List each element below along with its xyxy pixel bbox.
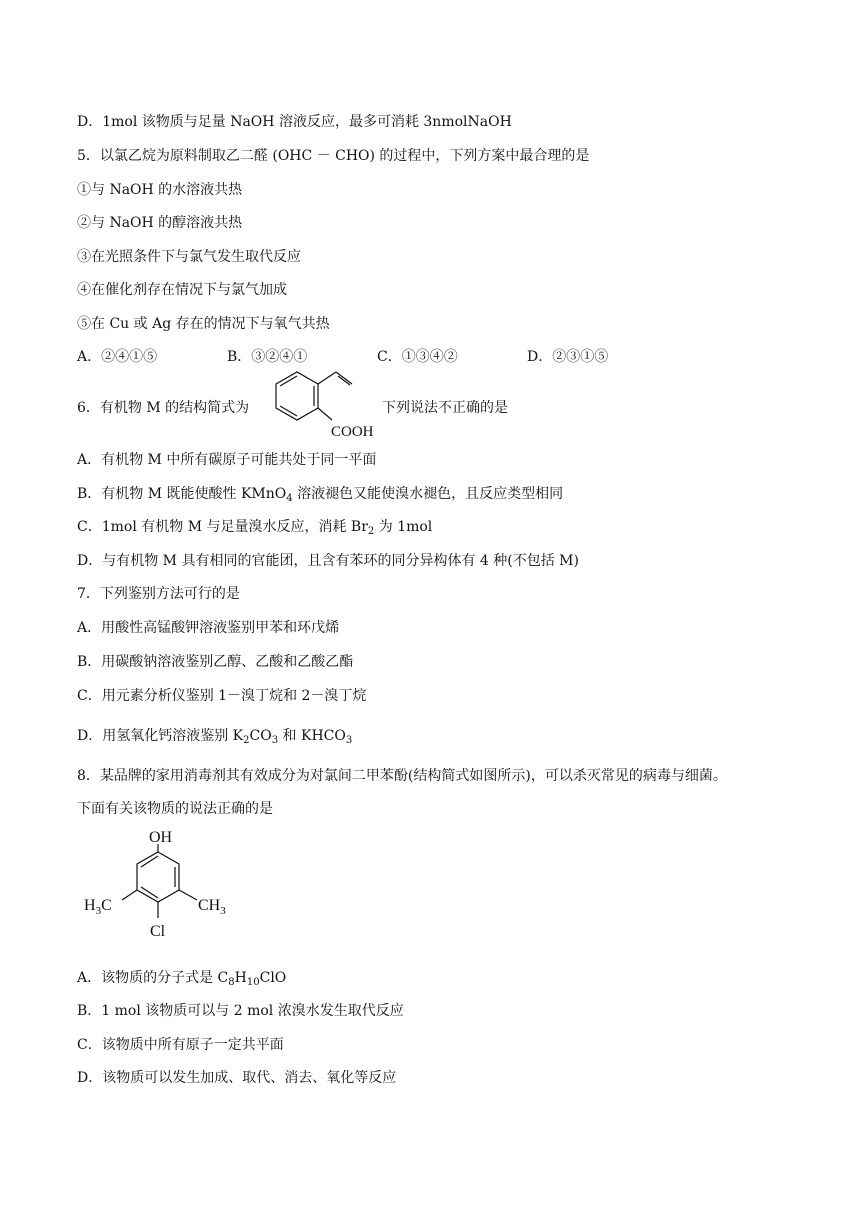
cl-label: Cl	[150, 923, 166, 940]
q6-option-d: D．与有机物 M 具有相同的官能团，且含有苯环的同分异构体有 4 种(不包括 M)	[77, 553, 579, 569]
q5-option-b: B．③②④①	[227, 349, 308, 365]
oh-label: OH	[149, 829, 173, 846]
q7-d-text-3: 和 KHCO	[278, 728, 346, 744]
chloroxylenol-structure	[84, 828, 244, 954]
q8-a-text-3: ClO	[259, 970, 287, 986]
q8-option-c: C．该物质中所有原子一定共平面	[77, 1037, 284, 1053]
q8-a-sub-1: 8	[228, 977, 235, 988]
q7-d-text-1: D．用氢氧化钙溶液鉴别 K	[77, 728, 244, 744]
q5-step-2: ②与 NaOH 的醇溶液共热	[77, 215, 243, 231]
q6-option-c	[77, 517, 432, 537]
q6-c-text-1: C．1mol 有机物 M 与足量溴水反应，消耗 Br	[77, 519, 368, 535]
q6-b-text-1: B．有机物 M 既能使酸性 KMnO	[77, 486, 287, 502]
q7-option-d	[77, 726, 352, 746]
q6-b-subscript: 4	[286, 493, 293, 504]
q8-a-text-2: H	[234, 970, 247, 986]
q5-step-4: ④在催化剂存在情况下与氯气加成	[77, 282, 287, 298]
q6-c-subscript: 2	[367, 526, 375, 537]
q7-d-sub-2: 3	[271, 735, 279, 746]
q7-d-sub-1: 2	[243, 735, 250, 746]
q5-options	[77, 347, 777, 367]
ch3-label: $CH_3$	[198, 897, 226, 917]
q8-a-text-1: A．该物质的分子式是 C	[77, 970, 229, 986]
q8-stem-line-1: 8．某品牌的家用消毒剂其有效成分为对氯间二甲苯酚(结构简式如图所示)，可以杀灭常见的病毒与细菌。	[77, 768, 727, 784]
q5-option-c: C．①③④②	[377, 349, 458, 365]
q6-option-a: A．有机物 M 中所有碳原子可能共处于同一平面	[77, 452, 377, 468]
q8-option-d: D．该物质可以发生加成、取代、消去、氧化等反应	[77, 1070, 397, 1086]
q5-stem: 5．以氯乙烷为原料制取乙二醛 (OHC － CHO) 的过程中，下列方案中最合理的是	[77, 148, 590, 164]
q6-stem-prefix: 6．有机物 M 的结构简式为	[77, 400, 250, 416]
q7-option-a: A．用酸性高锰酸钾溶液鉴别甲苯和环戊烯	[77, 620, 340, 636]
q8-option-a	[77, 968, 286, 988]
q5-step-1: ①与 NaOH 的水溶液共热	[77, 182, 243, 198]
q6-option-b	[77, 484, 563, 504]
q6-c-text-2: 为 1mol	[374, 519, 433, 535]
q5-step-5: ⑤在 Cu 或 Ag 存在的情况下与氧气共热	[77, 316, 330, 332]
q6-b-text-2: 溶液褪色又能使溴水褪色，且反应类型相同	[292, 486, 564, 502]
q7-d-sub-3: 3	[345, 735, 353, 746]
q7-option-c: C．用元素分析仪鉴别 1－溴丁烷和 2－溴丁烷	[77, 688, 367, 704]
q8-option-b: B．1 mol 该物质可以与 2 mol 浓溴水发生取代反应	[77, 1003, 404, 1019]
q7-option-b: B．用碳酸钠溶液鉴别乙醇、乙酸和乙酸乙酯	[77, 654, 354, 670]
q8-stem-line-2: 下面有关该物质的说法正确的是	[77, 801, 273, 817]
h3c-label: $H_3C$	[84, 897, 112, 917]
q5-step-3: ③在光照条件下与氯气发生取代反应	[77, 249, 301, 265]
q7-d-text-2: CO	[249, 728, 272, 744]
q6-stem-suffix: 下列说法不正确的是	[382, 400, 508, 416]
q5-option-a: A．②④①⑤	[77, 349, 158, 365]
styrene-carboxylic-acid-structure	[256, 366, 386, 444]
cooh-label: COOH	[331, 424, 374, 440]
q5-option-d: D．②③①⑤	[527, 349, 609, 365]
q8-a-sub-2: 10	[246, 977, 260, 988]
q7-stem: 7．下列鉴别方法可行的是	[77, 586, 240, 602]
q4-option-d: D．1mol 该物质与足量 NaOH 溶液反应，最多可消耗 3nmolNaOH	[77, 114, 512, 130]
